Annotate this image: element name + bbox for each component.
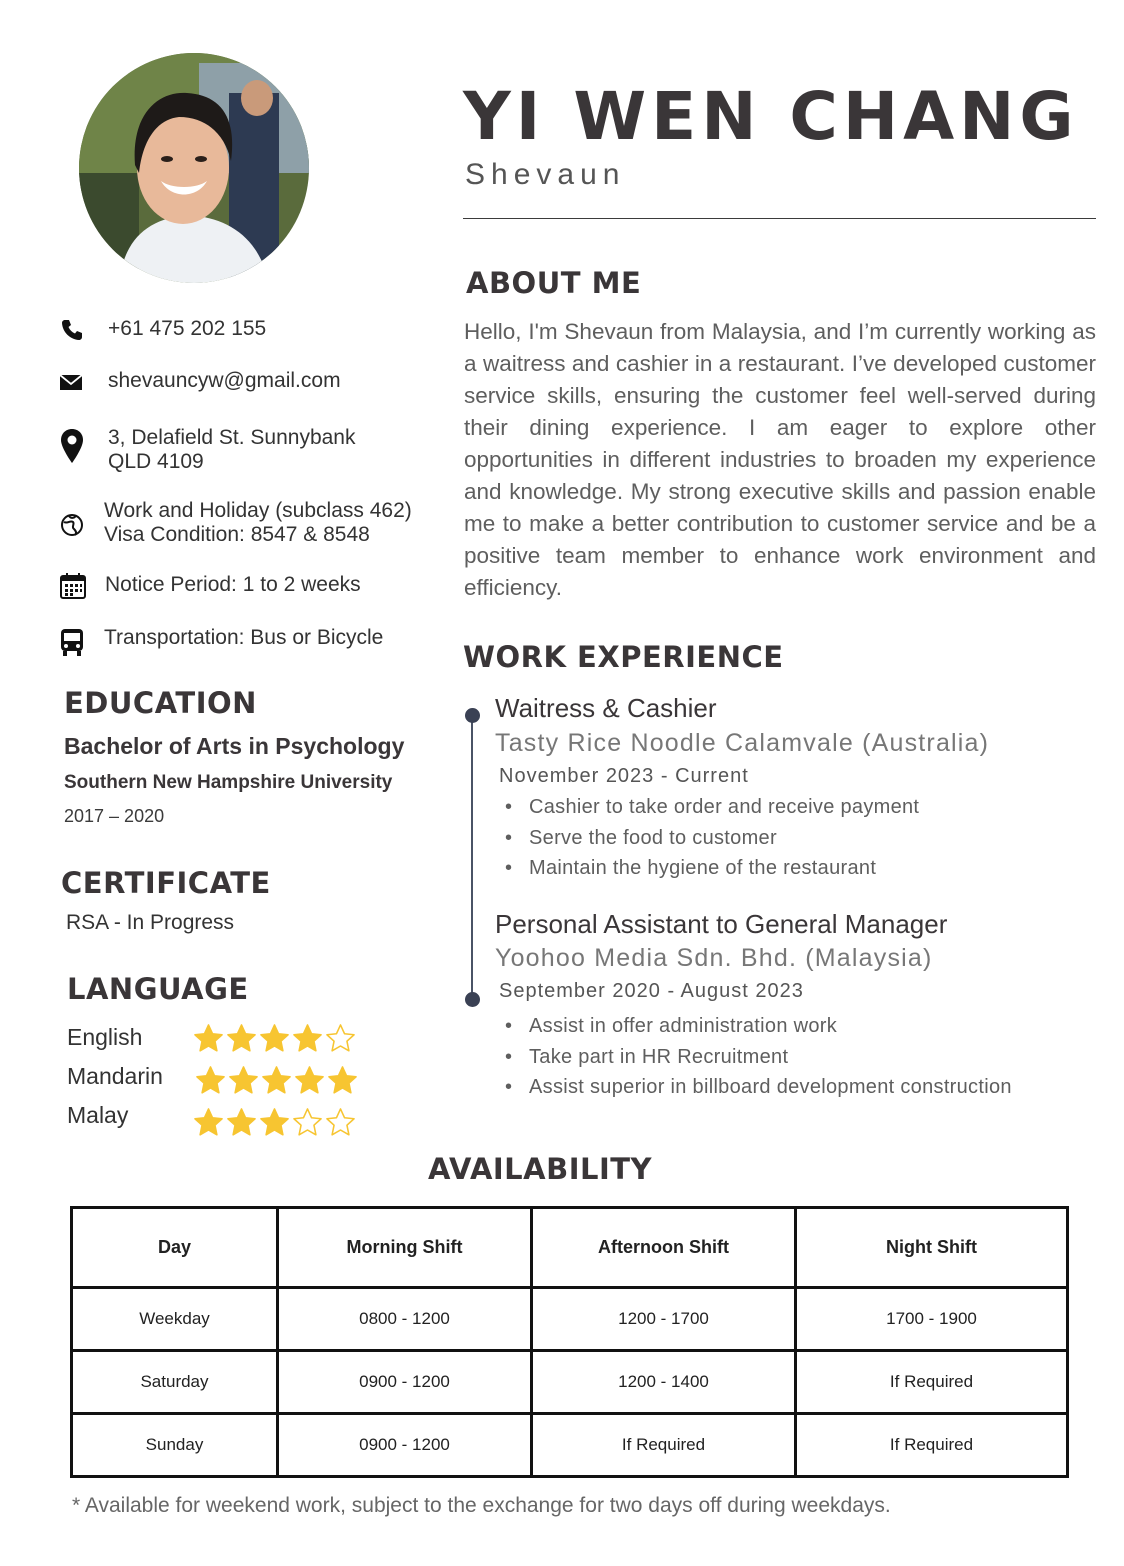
- language-rating: [193, 1023, 356, 1054]
- star-filled-icon: [261, 1065, 292, 1096]
- calendar-icon: [59, 572, 87, 600]
- language-heading: LANGUAGE: [67, 972, 249, 1006]
- job-title: Personal Assistant to General Manager: [495, 909, 948, 939]
- language-rating: [193, 1107, 356, 1138]
- availability-heading: AVAILABILITY: [428, 1152, 653, 1186]
- language-rating: [195, 1065, 358, 1096]
- nickname: Shevaun: [465, 158, 626, 191]
- mail-icon: [59, 370, 83, 394]
- location-pin-icon: [60, 428, 84, 464]
- table-cell: Sunday: [72, 1414, 278, 1477]
- certificate-heading: CERTIFICATE: [61, 866, 271, 900]
- star-filled-icon: [193, 1023, 224, 1054]
- work-heading: WORK EXPERIENCE: [463, 640, 784, 674]
- job-title: Waitress & Cashier: [495, 693, 717, 723]
- visa-info: [104, 499, 412, 547]
- certificate-item: RSA - In Progress: [66, 911, 235, 934]
- star-filled-icon: [228, 1065, 259, 1096]
- star-filled-icon: [195, 1065, 226, 1096]
- job-bullet: • Assist superior in billboard development construction: [505, 1072, 1012, 1103]
- star-empty-icon: [292, 1107, 323, 1138]
- profile-photo: [79, 53, 309, 283]
- education-heading: EDUCATION: [64, 686, 257, 720]
- education-degree: Bachelor of Arts in Psychology: [64, 733, 405, 759]
- table-cell: 0800 - 1200: [278, 1288, 532, 1351]
- table-cell: 1700 - 1900: [796, 1288, 1068, 1351]
- job-company: Yoohoo Media Sdn. Bhd. (Malaysia): [495, 944, 933, 972]
- language-name: Malay: [67, 1102, 129, 1128]
- table-row: [72, 1414, 1068, 1477]
- education-university: Southern New Hampshire University: [64, 772, 393, 793]
- full-name: YI WEN CHANG: [463, 78, 1079, 155]
- star-filled-icon: [226, 1023, 257, 1054]
- timeline-dot: [465, 992, 480, 1007]
- table-row: [72, 1351, 1068, 1414]
- table-cell: 1200 - 1700: [532, 1288, 796, 1351]
- availability-note: * Available for weekend work, subject to the exchange for two days off during weekdays.: [72, 1494, 891, 1517]
- column-header: Day: [72, 1208, 278, 1288]
- star-empty-icon: [325, 1107, 356, 1138]
- address-line-1: 3, Delafield St. Sunnybank: [108, 426, 356, 449]
- table-cell: If Required: [532, 1414, 796, 1477]
- language-name: Mandarin: [67, 1063, 163, 1089]
- star-empty-icon: [325, 1023, 356, 1054]
- table-cell: Weekday: [72, 1288, 278, 1351]
- table-cell: Saturday: [72, 1351, 278, 1414]
- table-cell: 0900 - 1200: [278, 1351, 532, 1414]
- job-dates: November 2023 - Current: [499, 765, 749, 787]
- job-bullet: • Cashier to take order and receive payment: [505, 792, 919, 823]
- job-bullet: • Serve the food to customer: [505, 823, 919, 854]
- job-company: Tasty Rice Noodle Calamvale (Australia): [495, 729, 990, 757]
- availability-table: [70, 1206, 1069, 1478]
- column-header: Afternoon Shift: [532, 1208, 796, 1288]
- timeline-dot: [465, 708, 480, 723]
- notice-period: Notice Period: 1 to 2 weeks: [105, 573, 361, 596]
- profile-photo-illustration: [79, 53, 309, 283]
- column-header: Morning Shift: [278, 1208, 532, 1288]
- star-filled-icon: [259, 1023, 290, 1054]
- job-bullets: [505, 792, 919, 884]
- language-name: English: [67, 1024, 143, 1050]
- address-line-2: QLD 4109: [108, 450, 204, 473]
- star-filled-icon: [226, 1107, 257, 1138]
- about-text: Hello, I'm Shevaun from Malaysia, and I’m currently working as a waitress and cashier in a restaurant. I’ve developed customer service skills, ensuring the customer feel well-served during their dining experience. I am eager to explore other opportunities in different industries to broaden my experience and knowledge. My strong executive skills and passion enable me to make a better contribution to customer service and be a positive team member to enhance work environment and efficiency.: [464, 319, 1096, 600]
- table-row: [72, 1288, 1068, 1351]
- globe-icon: [60, 513, 84, 537]
- job-bullets: [505, 1011, 1012, 1103]
- star-filled-icon: [327, 1065, 358, 1096]
- transportation: Transportation: Bus or Bicycle: [104, 626, 384, 649]
- job-bullet: • Maintain the hygiene of the restaurant: [505, 853, 919, 884]
- star-filled-icon: [294, 1065, 325, 1096]
- timeline-line: [471, 715, 473, 1000]
- header-divider: [463, 218, 1096, 219]
- address: [108, 426, 356, 474]
- visa-type: Work and Holiday (subclass 462): [104, 499, 412, 522]
- job-dates: September 2020 - August 2023: [499, 980, 804, 1002]
- star-filled-icon: [259, 1107, 290, 1138]
- about-heading: ABOUT ME: [466, 266, 642, 300]
- table-cell: If Required: [796, 1351, 1068, 1414]
- table-cell: 1200 - 1400: [532, 1351, 796, 1414]
- table-cell: 0900 - 1200: [278, 1414, 532, 1477]
- email-address: shevauncyw@gmail.com: [108, 369, 341, 392]
- phone-icon: [60, 318, 84, 342]
- table-header-row: [72, 1208, 1068, 1288]
- job-bullet: • Take part in HR Recruitment: [505, 1042, 1012, 1073]
- education-years: 2017 – 2020: [64, 806, 165, 826]
- star-filled-icon: [292, 1023, 323, 1054]
- table-cell: If Required: [796, 1414, 1068, 1477]
- phone-number: +61 475 202 155: [108, 317, 267, 340]
- column-header: Night Shift: [796, 1208, 1068, 1288]
- star-filled-icon: [193, 1107, 224, 1138]
- job-bullet: • Assist in offer administration work: [505, 1011, 1012, 1042]
- visa-condition: Visa Condition: 8547 & 8548: [104, 523, 370, 546]
- bus-icon: [59, 627, 85, 657]
